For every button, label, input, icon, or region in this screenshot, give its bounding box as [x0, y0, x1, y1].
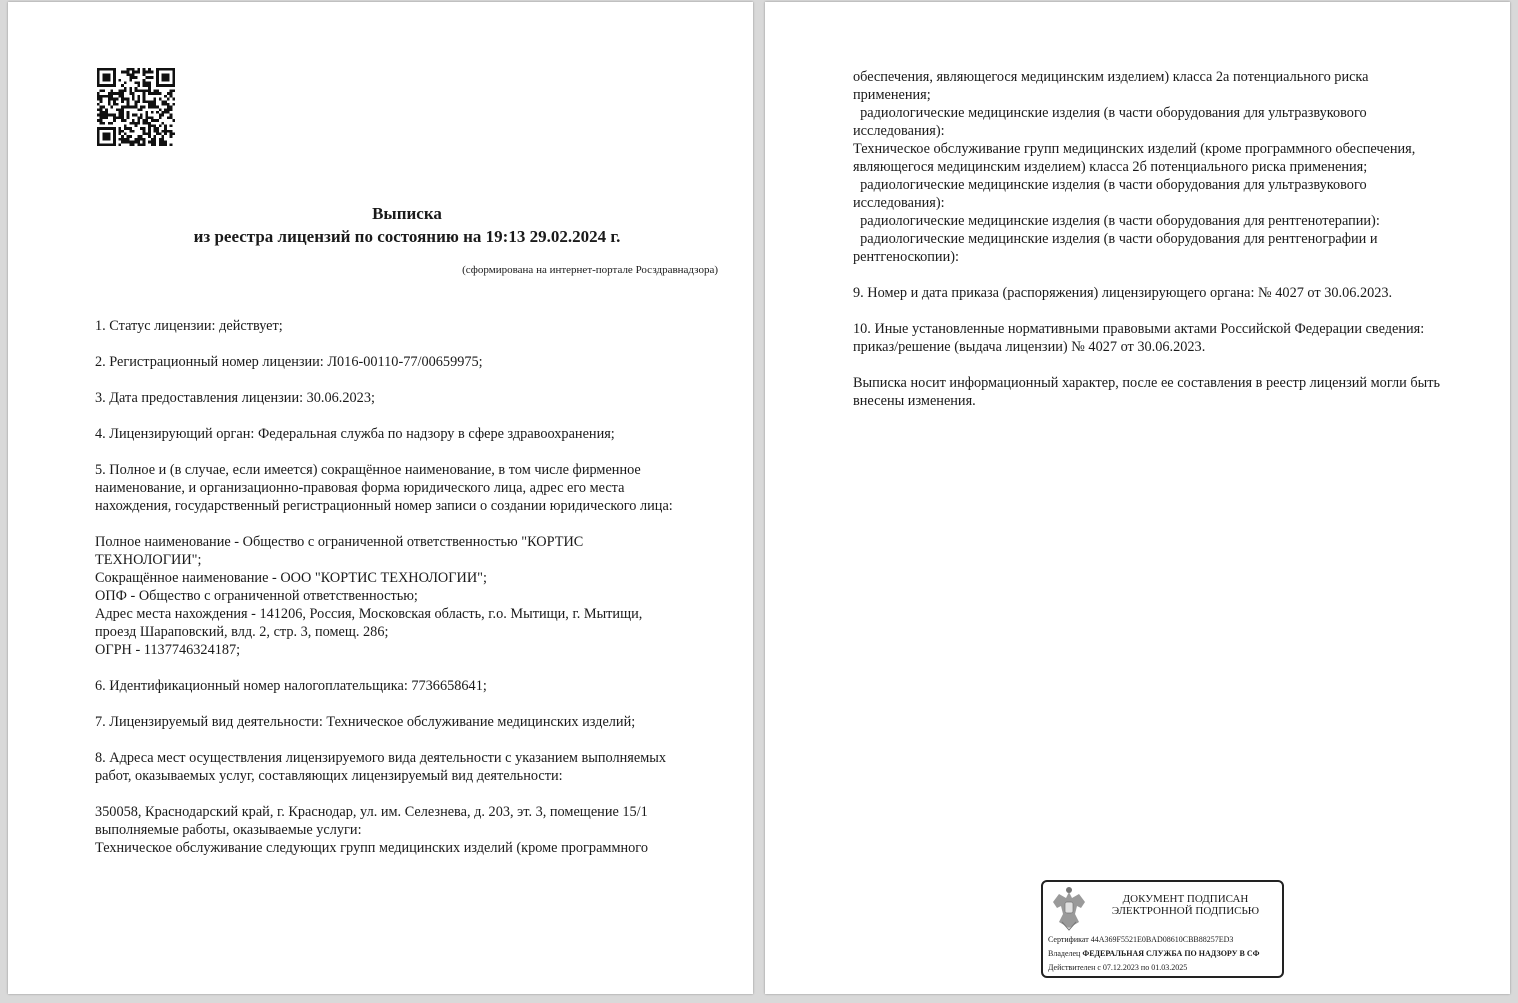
- page-2-text-line: приказ/решение (выдача лицензии) № 4027 от 30.06.2023.: [853, 339, 1206, 355]
- stamp-certificate: [1048, 935, 1233, 944]
- page-2-text-line: радиологические медицинские изделия (в части оборудования для ультразвукового: [853, 177, 1367, 193]
- stamp-owner-value: ФЕДЕРАЛЬНАЯ СЛУЖБА ПО НАДЗОРУ В СФ: [1082, 949, 1260, 958]
- page-2-text-line: применения;: [853, 87, 931, 103]
- page-1-text-line: ОПФ - Общество с ограниченной ответственностью;: [95, 588, 418, 604]
- page-2-body: [853, 68, 1440, 410]
- eagle-emblem-icon: [1049, 886, 1089, 932]
- page-1-text-line: проезд Шараповский, влд. 2, стр. 3, помещ. 286;: [95, 624, 389, 640]
- document-page-1: [8, 2, 753, 994]
- page-2-text-line: [853, 302, 1440, 320]
- page-1-text-line: [95, 515, 673, 533]
- e-signature-stamp: [1041, 880, 1284, 978]
- page-2-text-line: радиологические медицинские изделия (в части оборудования для рентгенографии и: [853, 231, 1378, 247]
- stamp-heading: [1093, 893, 1278, 917]
- source-note: (сформирована на интернет-портале Росздравнадзора): [462, 264, 718, 276]
- page-1-text-line: [95, 335, 673, 353]
- document-subtitle: из реестра лицензий по состоянию на 19:13 29.02.2024 г.: [193, 227, 621, 246]
- page-1-text-line: Полное наименование - Общество с ограниченной ответственностью "КОРТИС: [95, 534, 584, 550]
- page-1-text-line: 8. Адреса мест осуществления лицензируемого вида деятельности с указанием выполняемых: [95, 750, 667, 766]
- stamp-owner: [1048, 949, 1259, 958]
- page-1-text-line: наименование, и организационно-правовая форма юридического лица, адрес его места: [95, 480, 625, 496]
- qr-code-icon: [97, 68, 175, 146]
- document-title: Выписка: [372, 204, 442, 223]
- page-2-text-line: Выписка носит информационный характер, после ее составления в реестр лицензий могли быть: [853, 375, 1440, 391]
- page-1-text-line: Сокращённое наименование - ООО "КОРТИС ТЕХНОЛОГИИ";: [95, 570, 487, 586]
- page-2-text-line: рентгеноскопии):: [853, 249, 959, 265]
- page-2-text-line: Техническое обслуживание групп медицинских изделий (кроме программного обеспечения,: [853, 141, 1416, 157]
- page-1-text-line: [95, 785, 673, 803]
- page-1-text-line: [95, 443, 673, 461]
- page-1-body: [95, 317, 673, 857]
- page-1-text-line: 6. Идентификационный номер налогоплательщика: 7736658641;: [95, 678, 487, 694]
- page-2-text-line: радиологические медицинские изделия (в части оборудования для рентгенотерапии):: [853, 213, 1380, 229]
- page-2-text-line: являющегося медицинским изделием) класса 2б потенциального риска применения;: [853, 159, 1368, 175]
- page-1-text-line: [95, 407, 673, 425]
- page-1-text-line: нахождения, государственный регистрационный номер записи о создании юридического лица:: [95, 498, 673, 514]
- page-1-text-line: ОГРН - 1137746324187;: [95, 642, 241, 658]
- page-2-text-line: радиологические медицинские изделия (в части оборудования для ультразвукового: [853, 105, 1367, 121]
- stamp-validity: Действителен с 07.12.2023 по 01.03.2025: [1048, 963, 1188, 972]
- page-2-text-line: [853, 356, 1440, 374]
- stamp-heading-line-2: ЭЛЕКТРОННОЙ ПОДПИСЬЮ: [1111, 905, 1260, 917]
- stamp-cert-label: Сертификат: [1048, 935, 1089, 944]
- page-1-text-line: работ, оказываемых услуг, составляющих лицензируемый вид деятельности:: [95, 768, 563, 784]
- page-2-text-line: исследования):: [853, 195, 945, 211]
- page-1-text-line: 3. Дата предоставления лицензии: 30.06.2023;: [95, 390, 375, 406]
- page-2-text-line: 9. Номер и дата приказа (распоряжения) лицензирующего органа: № 4027 от 30.06.2023.: [853, 285, 1393, 301]
- page-1-text-line: [95, 731, 673, 749]
- page-1-text-line: Техническое обслуживание следующих групп медицинских изделий (кроме программного: [95, 840, 648, 856]
- page-2-text-line: исследования):: [853, 123, 945, 139]
- page-1-text-line: 7. Лицензируемый вид деятельности: Техническое обслуживание медицинских изделий;: [95, 714, 636, 730]
- page-1-text-line: [95, 371, 673, 389]
- page-1-text-line: 1. Статус лицензии: действует;: [95, 318, 283, 334]
- stamp-cert-value: 44A369F5521E0BAD08610CBB88257ED3: [1090, 935, 1234, 944]
- stamp-owner-label: Владелец: [1048, 949, 1081, 958]
- page-1-text-line: выполняемые работы, оказываемые услуги:: [95, 822, 362, 838]
- page-2-text-line: обеспечения, являющегося медицинским изделием) класса 2а потенциального риска: [853, 69, 1369, 85]
- page-1-text-line: 2. Регистрационный номер лицензии: Л016-00110-77/00659975;: [95, 354, 483, 370]
- page-1-text-line: [95, 695, 673, 713]
- page-1-text-line: 4. Лицензирующий орган: Федеральная служба по надзору в сфере здравоохранения;: [95, 426, 615, 442]
- page-1-text-line: 5. Полное и (в случае, если имеется) сокращённое наименование, в том числе фирменное: [95, 462, 641, 478]
- page-1-text-line: [95, 659, 673, 677]
- page-2-text-line: 10. Иные установленные нормативными правовыми актами Российской Федерации сведения:: [853, 321, 1425, 337]
- stamp-heading-line-1: ДОКУМЕНТ ПОДПИСАН: [1122, 893, 1249, 905]
- page-1-text-line: ТЕХНОЛОГИИ";: [95, 552, 202, 568]
- page-1-text-line: 350058, Краснодарский край, г. Краснодар, ул. им. Селезнева, д. 203, эт. 3, помещение 15/1: [95, 804, 648, 820]
- page-2-text-line: внесены изменения.: [853, 393, 976, 409]
- page-1-text-line: Адрес места нахождения - 141206, Россия, Московская область, г.о. Мытищи, г. Мытищи,: [95, 606, 643, 622]
- document-page-2: [765, 2, 1510, 994]
- page-2-text-line: [853, 266, 1440, 284]
